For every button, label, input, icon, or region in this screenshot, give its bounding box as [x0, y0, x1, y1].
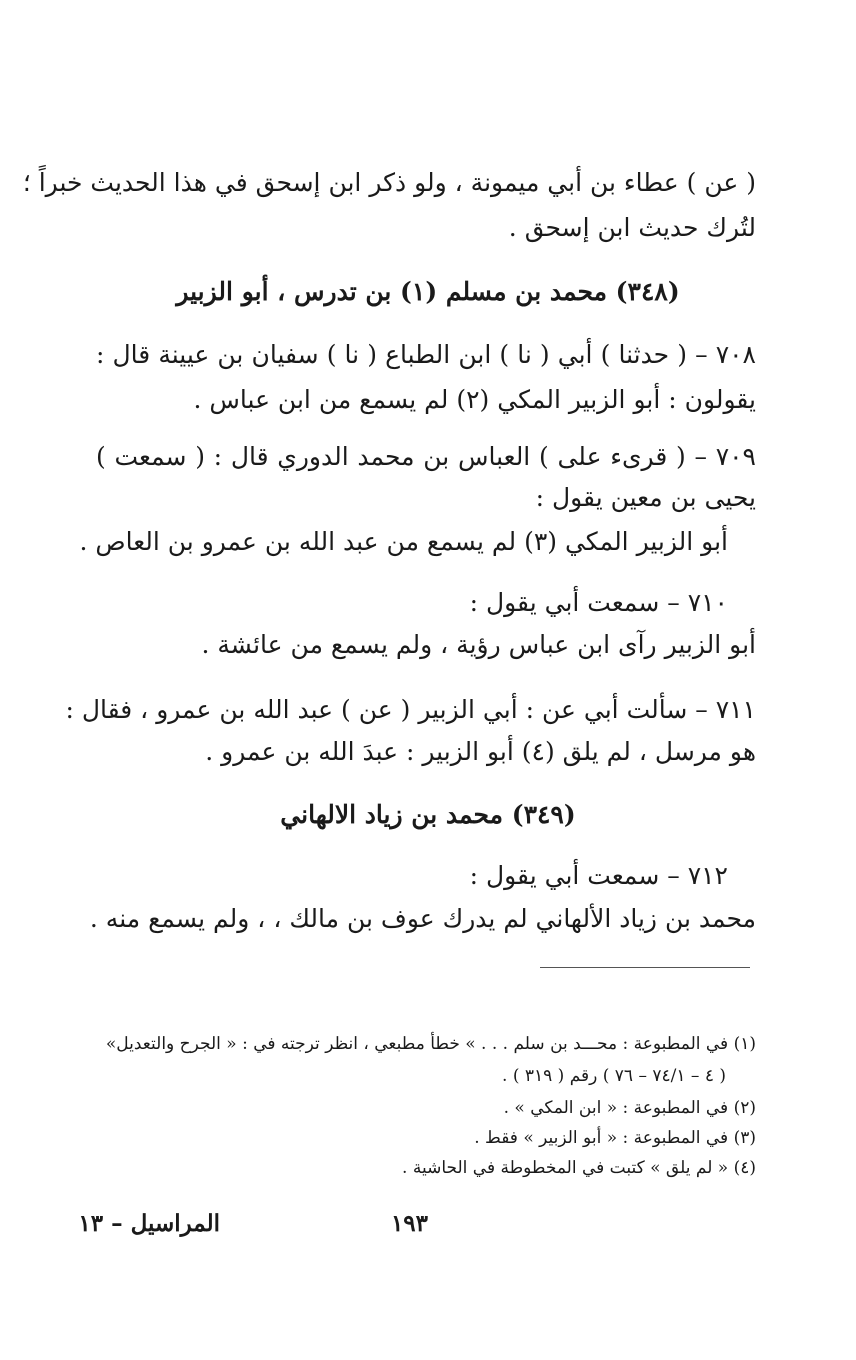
footnote-4: (٤) « لم يلق » كتبت في المخطوطة في الحاشية . [402, 1158, 756, 1178]
entry-708-line-2: يقولون : أبو الزبير المكي (٢) لم يسمع من ابن عباس . [193, 385, 756, 414]
entry-710-line-1: ٧١٠ – سمعت أبي يقول : [469, 588, 728, 617]
footnote-3: (٣) في المطبوعة : « أبو الزبير » فقط . [474, 1128, 756, 1148]
entry-710-line-2: أبو الزبير رآى ابن عباس رؤية ، ولم يسمع من عائشة . [201, 630, 756, 659]
entry-712-line-2: محمد بن زياد الألهاني لم يدرك عوف بن مالك ، ، ولم يسمع منه . [89, 904, 756, 933]
footnote-1-line-2: ( ٤ – ٧٤/١ – ٧٦ ) رقم ( ٣١٩ ) . [502, 1066, 726, 1086]
section-heading-348: (٣٤٨) محمد بن مسلم (١) بن تدرس ، أبو الزبير [176, 277, 680, 306]
intro-line-2: لتُرك حديث ابن إسحق . [508, 213, 756, 242]
signature-mark: المراسيل – ١٣ [78, 1210, 220, 1237]
footnote-2: (٢) في المطبوعة : « ابن المكي » . [503, 1098, 756, 1118]
entry-708-line-1: ٧٠٨ – ( حدثنا ) أبي ( نا ) ابن الطباع ( نا ) سفيان بن عيينة قال : [96, 340, 756, 369]
entry-709-line-2: يحيى بن معين يقول : [535, 483, 756, 512]
entry-711-line-1: ٧١١ – سألت أبي عن : أبي الزبير ( عن ) عبد الله بن عمرو ، فقال : [65, 695, 756, 724]
intro-line-1: ( عن ) عطاء بن أبي ميمونة ، ولو ذكر ابن إسحق في هذا الحديث خبراً ؛ [22, 168, 756, 197]
footnote-1-line-1: (١) في المطبوعة : محـــد بن سلم . . . » خطأ مطبعي ، انظر ترجته في : « الجرح والتعديل» [105, 1034, 756, 1054]
footnote-separator [540, 967, 750, 968]
entry-709-line-3: أبو الزبير المكي (٣) لم يسمع من عبد الله بن عمرو بن العاص . [79, 527, 728, 556]
entry-711-line-2: هو مرسل ، لم يلق (٤) أبو الزبير : عبدَ الله بن عمرو . [205, 737, 756, 766]
section-heading-349: (٣٤٩) محمد بن زياد الالهاني [280, 800, 576, 829]
page-number: ١٩٣ [390, 1210, 428, 1237]
entry-712-line-1: ٧١٢ – سمعت أبي يقول : [469, 861, 728, 890]
entry-709-line-1: ٧٠٩ – ( قرىء على ) العباس بن محمد الدوري قال : ( سمعت ) [96, 442, 756, 471]
